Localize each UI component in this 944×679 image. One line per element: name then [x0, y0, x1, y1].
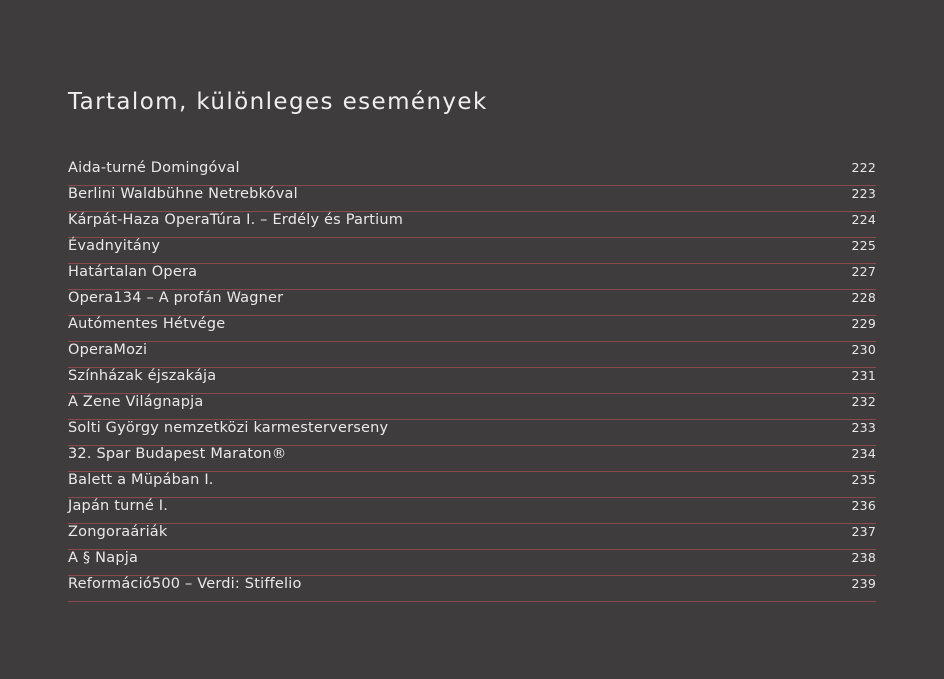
toc-entry-page: 234	[851, 446, 876, 461]
toc-entry[interactable]	[68, 290, 876, 316]
toc-entry[interactable]	[68, 576, 876, 602]
toc-entry-label: OperaMozi	[68, 342, 148, 358]
toc-entry-label: Határtalan Opera	[68, 264, 198, 280]
toc-entry[interactable]	[68, 550, 876, 576]
toc-entry-page: 231	[851, 368, 876, 383]
toc-entry-label: Opera134 – A profán Wagner	[68, 290, 284, 306]
toc-entry-page: 233	[851, 420, 876, 435]
toc-entry[interactable]	[68, 420, 876, 446]
toc-entry[interactable]	[68, 446, 876, 472]
toc-entry-page: 230	[851, 342, 876, 357]
page-title: Tartalom, különleges események	[68, 89, 488, 116]
toc-entry-page: 236	[851, 498, 876, 513]
toc-entry[interactable]	[68, 394, 876, 420]
toc-entry-page: 223	[851, 186, 876, 201]
toc-entry[interactable]	[68, 160, 876, 186]
toc-entry[interactable]	[68, 238, 876, 264]
toc-entry-page: 229	[851, 316, 876, 331]
toc-entry-label: Színházak éjszakája	[68, 368, 217, 384]
toc-entry[interactable]	[68, 316, 876, 342]
toc-entry-label: Solti György nemzetközi karmesterverseny	[68, 420, 389, 436]
toc-entry[interactable]	[68, 264, 876, 290]
toc-entry-label: Kárpát-Haza OperaTúra I. – Erdély és Partium	[68, 212, 404, 228]
toc-entry[interactable]	[68, 368, 876, 394]
toc-entry[interactable]	[68, 342, 876, 368]
toc-entry-label: Berlini Waldbühne Netrebkóval	[68, 186, 298, 202]
toc-entry-page: 237	[851, 524, 876, 539]
toc-entry-page: 225	[851, 238, 876, 253]
toc-entry-page: 227	[851, 264, 876, 279]
toc-entry-page: 222	[851, 160, 876, 175]
toc-entry-label: A Zene Világnapja	[68, 394, 204, 410]
toc-entry[interactable]	[68, 212, 876, 238]
toc-entry-page: 238	[851, 550, 876, 565]
toc-entry-page: 232	[851, 394, 876, 409]
toc-entry-page: 235	[851, 472, 876, 487]
toc-entry-label: Balett a Müpában I.	[68, 472, 214, 488]
toc-entry-page: 224	[851, 212, 876, 227]
toc-entry[interactable]	[68, 524, 876, 550]
toc-entry-label: Zongoraáriák	[68, 524, 168, 540]
toc-entry[interactable]	[68, 472, 876, 498]
toc-entry-label: Aida-turné Domingóval	[68, 160, 240, 176]
toc-entry[interactable]	[68, 186, 876, 212]
table-of-contents	[68, 160, 876, 602]
toc-entry-page: 239	[851, 576, 876, 591]
toc-entry[interactable]	[68, 498, 876, 524]
toc-entry-page: 228	[851, 290, 876, 305]
toc-entry-label: A § Napja	[68, 550, 139, 566]
toc-entry-label: Reformáció500 – Verdi: Stiffelio	[68, 576, 302, 592]
toc-entry-label: Évadnyitány	[68, 238, 161, 254]
toc-entry-label: Japán turné I.	[68, 498, 169, 514]
toc-entry-label: 32. Spar Budapest Maraton®	[68, 446, 287, 462]
toc-entry-label: Autómentes Hétvége	[68, 316, 226, 332]
